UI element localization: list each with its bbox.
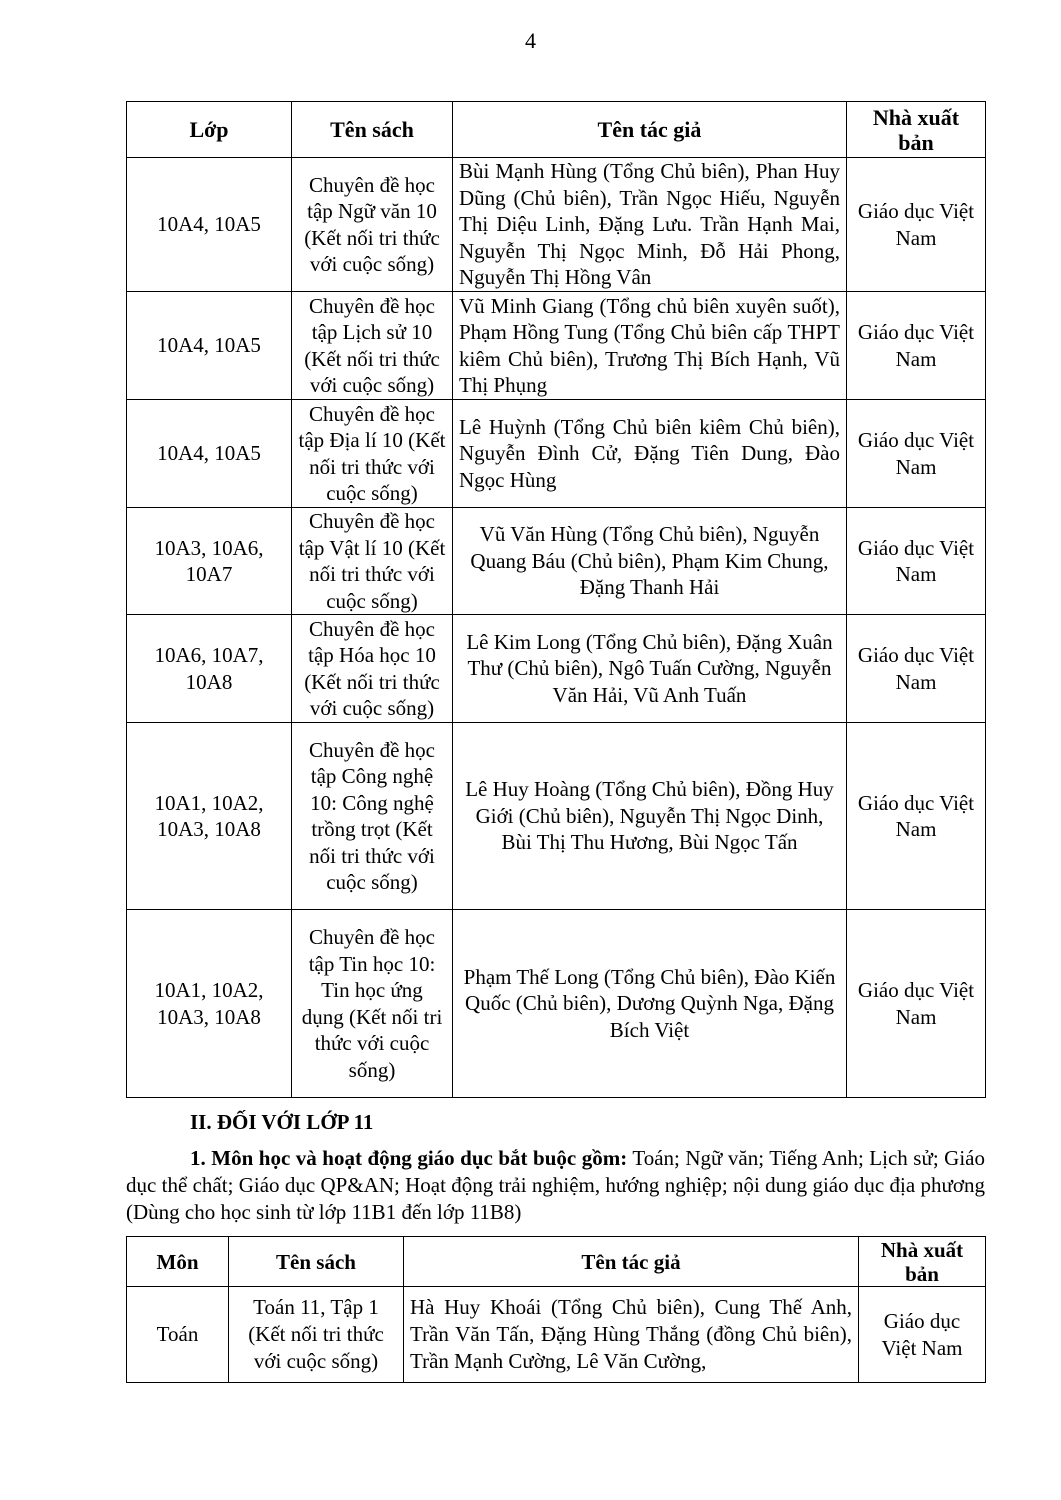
cell-tac-gia: Lê Huỳnh (Tổng Chủ biên kiêm Chủ biên), Nguyễn Đình Cử, Đặng Tiên Dung, Đào Ngọc Hùng: [453, 400, 847, 508]
header-nha-xuat-ban: Nhà xuất bản: [859, 1237, 986, 1287]
header-ten-tac-gia: Tên tác giả: [404, 1237, 859, 1287]
table-row: [127, 508, 986, 615]
table-row: [127, 158, 986, 292]
cell-lop: 10A4, 10A5: [127, 292, 292, 400]
header-mon: Môn: [127, 1237, 229, 1287]
cell-ten-sach: Chuyên đề học tập Vật lí 10 (Kết nối tri thức với cuộc sống): [292, 508, 453, 615]
cell-tac-gia: Phạm Thế Long (Tổng Chủ biên), Đào Kiến Quốc (Chủ biên), Dương Quỳnh Nga, Đặng Bích Việt: [453, 910, 847, 1098]
cell-mon: Toán: [127, 1287, 229, 1383]
table-row: [127, 292, 986, 400]
cell-tac-gia: Lê Kim Long (Tổng Chủ biên), Đặng Xuân Thư (Chủ biên), Ngô Tuấn Cường, Nguyễn Văn Hải, Vũ Anh Tuấn: [453, 615, 847, 723]
section-heading: II. ĐỐI VỚI LỚP 11: [190, 1110, 374, 1134]
cell-lop: 10A4, 10A5: [127, 158, 292, 292]
cell-ten-sach: Chuyên đề học tập Lịch sử 10 (Kết nối tri thức với cuộc sống): [292, 292, 453, 400]
cell-nxb: Giáo dục Việt Nam: [847, 723, 986, 910]
cell-ten-sach: Chuyên đề học tập Địa lí 10 (Kết nối tri thức với cuộc sống): [292, 400, 453, 508]
header-ten-tac-gia: Tên tác giả: [453, 102, 847, 158]
cell-ten-sach: Chuyên đề học tập Hóa học 10 (Kết nối tri thức với cuộc sống): [292, 615, 453, 723]
cell-nxb: Giáo dục Việt Nam: [847, 292, 986, 400]
paragraph-lead: 1. Môn học và hoạt động giáo dục bắt buộc gồm:: [190, 1146, 628, 1170]
cell-ten-sach: Chuyên đề học tập Tin học 10: Tin học ứng dụng (Kết nối tri thức với cuộc sống): [292, 910, 453, 1098]
cell-tac-gia: Vũ Văn Hùng (Tổng Chủ biên), Nguyễn Quang Báu (Chủ biên), Phạm Kim Chung, Đặng Thanh Hải: [453, 508, 847, 615]
table-row: [127, 723, 986, 910]
cell-tac-gia: Hà Huy Khoái (Tổng Chủ biên), Cung Thế Anh, Trần Văn Tấn, Đặng Hùng Thắng (đồng Chủ biên), Trần Mạnh Cường, Lê Văn Cường,: [404, 1287, 859, 1383]
textbook-table-grade-10: [126, 101, 986, 1098]
cell-tac-gia: Lê Huy Hoàng (Tổng Chủ biên), Đồng Huy Giới (Chủ biên), Nguyễn Thị Ngọc Dinh, Bùi Thị Thu Hương, Bùi Ngọc Tấn: [453, 723, 847, 910]
cell-tac-gia: Bùi Mạnh Hùng (Tổng Chủ biên), Phan Huy Dũng (Chủ biên), Trần Ngọc Hiếu, Nguyễn Thị Diệu Linh, Đặng Lưu. Trần Hạnh Mai, Nguyễn Thị Ngọc Minh, Đỗ Hải Phong, Nguyễn Thị Hồng Vân: [453, 158, 847, 292]
cell-nxb: Giáo dục Việt Nam: [859, 1287, 986, 1383]
header-nha-xuat-ban: Nhà xuất bản: [847, 102, 986, 158]
cell-nxb: Giáo dục Việt Nam: [847, 508, 986, 615]
header-lop: Lớp: [127, 102, 292, 158]
textbook-table-grade-11: [126, 1236, 986, 1383]
cell-lop: 10A6, 10A7, 10A8: [127, 615, 292, 723]
section-paragraph: [126, 1145, 985, 1226]
cell-ten-sach: Toán 11, Tập 1 (Kết nối tri thức với cuộc sống): [229, 1287, 404, 1383]
paragraph-text: Toán; Ngữ văn; Tiếng Anh; Lịch sử; Giáo dục thể chất; Giáo dục QP&AN; Hoạt động trải nghiệm, hướng nghiệp; nội dung giáo dục địa phương (Dùng cho học sinh từ lớp 11B1 đến lớp 11B8): [126, 1146, 985, 1224]
cell-ten-sach: Chuyên đề học tập Ngữ văn 10 (Kết nối tri thức với cuộc sống): [292, 158, 453, 292]
table-row: [127, 910, 986, 1098]
table-header-row: [127, 1237, 986, 1287]
header-ten-sach: Tên sách: [229, 1237, 404, 1287]
page-number: 4: [525, 28, 536, 53]
cell-ten-sach: Chuyên đề học tập Công nghệ 10: Công nghệ trồng trọt (Kết nối tri thức với cuộc sống): [292, 723, 453, 910]
table-row: [127, 400, 986, 508]
cell-lop: 10A1, 10A2, 10A3, 10A8: [127, 723, 292, 910]
header-ten-sach: Tên sách: [292, 102, 453, 158]
cell-nxb: Giáo dục Việt Nam: [847, 910, 986, 1098]
cell-lop: 10A1, 10A2, 10A3, 10A8: [127, 910, 292, 1098]
cell-tac-gia: Vũ Minh Giang (Tổng chủ biên xuyên suốt), Phạm Hồng Tung (Tổng Chủ biên cấp THPT kiêm Chủ biên), Trương Thị Bích Hạnh, Vũ Thị Phụng: [453, 292, 847, 400]
table-row: [127, 1287, 986, 1383]
table-header-row: [127, 102, 986, 158]
cell-nxb: Giáo dục Việt Nam: [847, 400, 986, 508]
cell-nxb: Giáo dục Việt Nam: [847, 615, 986, 723]
cell-nxb: Giáo dục Việt Nam: [847, 158, 986, 292]
cell-lop: 10A4, 10A5: [127, 400, 292, 508]
cell-lop: 10A3, 10A6, 10A7: [127, 508, 292, 615]
table-row: [127, 615, 986, 723]
